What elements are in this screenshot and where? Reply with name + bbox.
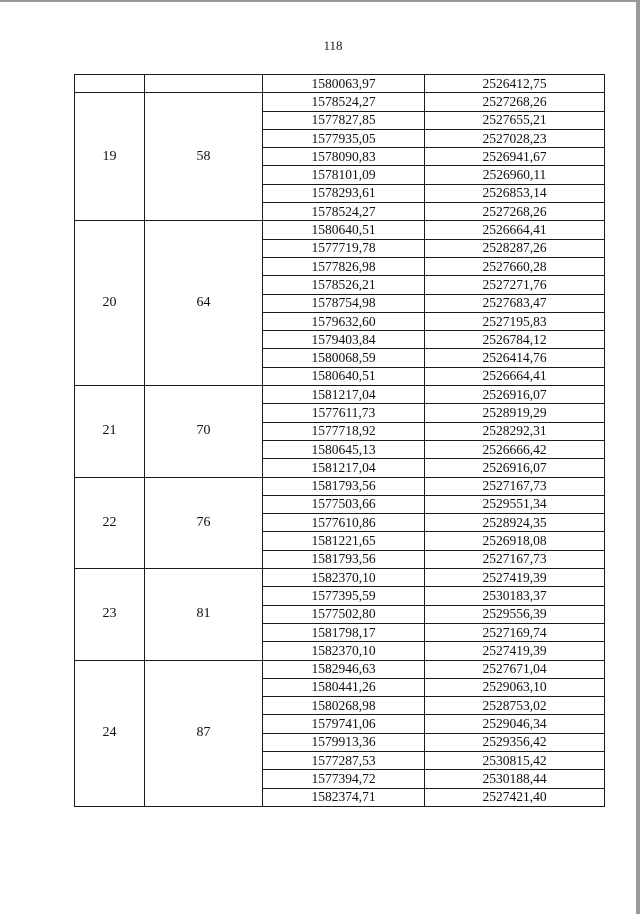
y-coordinate-cell: 2527421,40 bbox=[425, 788, 605, 806]
y-coordinate-cell: 2526784,12 bbox=[425, 331, 605, 349]
y-coordinate-cell: 2526666,42 bbox=[425, 440, 605, 458]
y-coordinate-cell: 2527419,39 bbox=[425, 642, 605, 660]
x-coordinate-cell: 1578101,09 bbox=[263, 166, 425, 184]
group-number-cell: 21 bbox=[75, 386, 145, 477]
table-row bbox=[75, 386, 605, 404]
x-coordinate-cell: 1577611,73 bbox=[263, 404, 425, 422]
x-coordinate-cell: 1581793,56 bbox=[263, 477, 425, 495]
group-count-cell: 58 bbox=[145, 93, 263, 221]
x-coordinate-cell: 1577935,05 bbox=[263, 129, 425, 147]
group-number-cell: 24 bbox=[75, 660, 145, 806]
group-number-cell: 20 bbox=[75, 221, 145, 386]
y-coordinate-cell: 2530183,37 bbox=[425, 587, 605, 605]
table-row bbox=[75, 569, 605, 587]
y-coordinate-cell: 2527671,04 bbox=[425, 660, 605, 678]
x-coordinate-cell: 1579741,06 bbox=[263, 715, 425, 733]
x-coordinate-cell: 1577502,80 bbox=[263, 605, 425, 623]
group-count-cell: 81 bbox=[145, 569, 263, 660]
x-coordinate-cell: 1579403,84 bbox=[263, 331, 425, 349]
x-coordinate-cell: 1577718,92 bbox=[263, 422, 425, 440]
group-count-cell: 76 bbox=[145, 477, 263, 568]
y-coordinate-cell: 2526916,07 bbox=[425, 459, 605, 477]
y-coordinate-cell: 2526941,67 bbox=[425, 148, 605, 166]
y-coordinate-cell: 2527419,39 bbox=[425, 569, 605, 587]
x-coordinate-cell: 1577610,86 bbox=[263, 514, 425, 532]
y-coordinate-cell: 2529551,34 bbox=[425, 495, 605, 513]
y-coordinate-cell: 2528924,35 bbox=[425, 514, 605, 532]
y-coordinate-cell: 2528919,29 bbox=[425, 404, 605, 422]
coordinates-table bbox=[74, 74, 605, 807]
x-coordinate-cell: 1579913,36 bbox=[263, 733, 425, 751]
y-coordinate-cell: 2530188,44 bbox=[425, 770, 605, 788]
y-coordinate-cell: 2527655,21 bbox=[425, 111, 605, 129]
x-coordinate-cell: 1581798,17 bbox=[263, 623, 425, 641]
y-coordinate-cell: 2526664,41 bbox=[425, 221, 605, 239]
x-coordinate-cell: 1581217,04 bbox=[263, 386, 425, 404]
x-coordinate-cell: 1577719,78 bbox=[263, 239, 425, 257]
x-coordinate-cell: 1578524,27 bbox=[263, 203, 425, 221]
x-coordinate-cell: 1581217,04 bbox=[263, 459, 425, 477]
x-coordinate-cell: 1580068,59 bbox=[263, 349, 425, 367]
y-coordinate-cell: 2527167,73 bbox=[425, 550, 605, 568]
document-page bbox=[0, 2, 636, 914]
page-number: 118 bbox=[323, 38, 343, 53]
y-coordinate-cell: 2528292,31 bbox=[425, 422, 605, 440]
x-coordinate-cell: 1582946,63 bbox=[263, 660, 425, 678]
x-coordinate-cell: 1577394,72 bbox=[263, 770, 425, 788]
x-coordinate-cell: 1578293,61 bbox=[263, 184, 425, 202]
y-coordinate-cell: 2529063,10 bbox=[425, 678, 605, 696]
x-coordinate-cell: 1580640,51 bbox=[263, 221, 425, 239]
table-row bbox=[75, 75, 605, 93]
group-number-cell: 19 bbox=[75, 93, 145, 221]
coordinates-table-body bbox=[75, 75, 605, 807]
x-coordinate-cell: 1582374,71 bbox=[263, 788, 425, 806]
group-count-cell: 70 bbox=[145, 386, 263, 477]
x-coordinate-cell: 1578090,83 bbox=[263, 148, 425, 166]
x-coordinate-cell: 1580645,13 bbox=[263, 440, 425, 458]
y-coordinate-cell: 2529046,34 bbox=[425, 715, 605, 733]
group-count-cell: 87 bbox=[145, 660, 263, 806]
y-coordinate-cell: 2527169,74 bbox=[425, 623, 605, 641]
y-coordinate-cell: 2527271,76 bbox=[425, 276, 605, 294]
y-coordinate-cell: 2527195,83 bbox=[425, 312, 605, 330]
x-coordinate-cell: 1581221,65 bbox=[263, 532, 425, 550]
y-coordinate-cell: 2526414,76 bbox=[425, 349, 605, 367]
group-number-cell: 23 bbox=[75, 569, 145, 660]
y-coordinate-cell: 2526664,41 bbox=[425, 367, 605, 385]
table-row bbox=[75, 93, 605, 111]
y-coordinate-cell: 2527683,47 bbox=[425, 294, 605, 312]
x-coordinate-cell: 1577395,59 bbox=[263, 587, 425, 605]
x-coordinate-cell: 1580268,98 bbox=[263, 697, 425, 715]
x-coordinate-cell: 1578524,27 bbox=[263, 93, 425, 111]
x-coordinate-cell: 1582370,10 bbox=[263, 642, 425, 660]
group-count-cell bbox=[145, 75, 263, 93]
y-coordinate-cell: 2530815,42 bbox=[425, 751, 605, 769]
group-number-cell: 22 bbox=[75, 477, 145, 568]
x-coordinate-cell: 1581793,56 bbox=[263, 550, 425, 568]
y-coordinate-cell: 2529356,42 bbox=[425, 733, 605, 751]
y-coordinate-cell: 2528287,26 bbox=[425, 239, 605, 257]
group-count-cell: 64 bbox=[145, 221, 263, 386]
y-coordinate-cell: 2526960,11 bbox=[425, 166, 605, 184]
y-coordinate-cell: 2526918,08 bbox=[425, 532, 605, 550]
x-coordinate-cell: 1577826,98 bbox=[263, 257, 425, 275]
table-row bbox=[75, 221, 605, 239]
x-coordinate-cell: 1577503,66 bbox=[263, 495, 425, 513]
x-coordinate-cell: 1582370,10 bbox=[263, 569, 425, 587]
x-coordinate-cell: 1577827,85 bbox=[263, 111, 425, 129]
x-coordinate-cell: 1580640,51 bbox=[263, 367, 425, 385]
y-coordinate-cell: 2527268,26 bbox=[425, 93, 605, 111]
y-coordinate-cell: 2526916,07 bbox=[425, 386, 605, 404]
x-coordinate-cell: 1578754,98 bbox=[263, 294, 425, 312]
table-row bbox=[75, 477, 605, 495]
table-row bbox=[75, 660, 605, 678]
x-coordinate-cell: 1578526,21 bbox=[263, 276, 425, 294]
y-coordinate-cell: 2529556,39 bbox=[425, 605, 605, 623]
y-coordinate-cell: 2526853,14 bbox=[425, 184, 605, 202]
y-coordinate-cell: 2528753,02 bbox=[425, 697, 605, 715]
x-coordinate-cell: 1580441,26 bbox=[263, 678, 425, 696]
x-coordinate-cell: 1577287,53 bbox=[263, 751, 425, 769]
y-coordinate-cell: 2527028,23 bbox=[425, 129, 605, 147]
x-coordinate-cell: 1579632,60 bbox=[263, 312, 425, 330]
y-coordinate-cell: 2527660,28 bbox=[425, 257, 605, 275]
y-coordinate-cell: 2527268,26 bbox=[425, 203, 605, 221]
y-coordinate-cell: 2527167,73 bbox=[425, 477, 605, 495]
y-coordinate-cell: 2526412,75 bbox=[425, 75, 605, 93]
group-number-cell bbox=[75, 75, 145, 93]
x-coordinate-cell: 1580063,97 bbox=[263, 75, 425, 93]
